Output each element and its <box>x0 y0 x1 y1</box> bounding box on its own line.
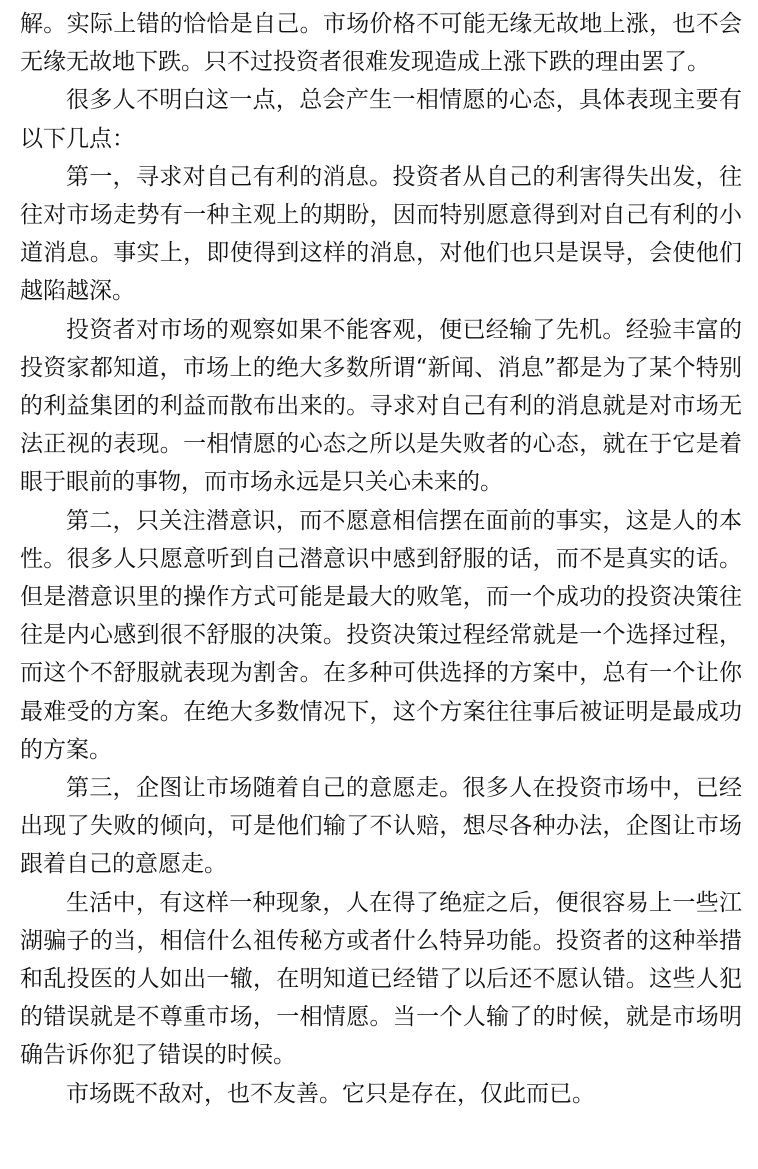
paragraph-objectivity: 投资者对市场的观察如果不能客观，便已经输了先机。经验丰富的投资家都知道，市场上的绝大多数所谓“新闻、消息”都是为了某个特别的利益集团的利益而散布出来的。寻求对自己有利的消息就是对市场无法正视的表现。一相情愿的心态之所以是失败者的心态，就在于它是着眼于眼前的事物，而市场永远是只关心未来的。 <box>20 316 742 496</box>
paragraph-conclusion: 市场既不敌对，也不友善。它只是存在，仅此而已。 <box>66 1080 595 1107</box>
paragraph-point-three: 第三，企图让市场随着自己的意愿走。很多人在投资市场中，已经出现了失败的倾向，可是他们输了不认赔，想尽各种办法，企图让市场跟着自己的意愿走。 <box>20 775 742 878</box>
paragraph-point-two: 第二，只关注潜意识，而不愿意相信摆在面前的事实，这是人的本性。很多人只愿意听到自己潜意识中感到舒服的话，而不是真实的话。但是潜意识里的操作方式可能是最大的败笔，而一个成功的投资决策往往是内心感到很不舒服的决策。投资决策过程经常就是一个选择过程，而这个不舒服就表现为割舍。在多种可供选择的方案中，总有一个让你最难受的方案。在绝大多数情况下，这个方案往往事后被证明是最成功的方案。 <box>20 507 742 763</box>
paragraph-life-analogy: 生活中，有这样一种现象，人在得了绝症之后，便很容易上一些江湖骗子的当，相信什么祖传秘方或者什么特异功能。投资者的这种举措和乱投医的人如出一辙，在明知道已经错了以后还不愿认错。这些人犯的错误就是不尊重市场，一相情愿。当一个人输了的时候，就是市场明确告诉你犯了错误的时候。 <box>20 889 742 1069</box>
paragraph-point-one: 第一，寻求对自己有利的消息。投资者从自己的利害得失出发，往往对市场走势有一种主观上的期盼，因而特别愿意得到对自己有利的小道消息。事实上，即使得到这样的消息，对他们也只是误导，会使他们越陷越深。 <box>20 163 742 305</box>
paragraph-continuation: 解。实际上错的恰恰是自己。市场价格不可能无缘无故地上涨，也不会无缘无故地下跌。只不过投资者很难发现造成上涨下跌的理由罢了。 <box>20 11 742 76</box>
paragraph-intro-mindset: 很多人不明白这一点，总会产生一相情愿的心态，具体表现主要有以下几点： <box>20 87 742 152</box>
